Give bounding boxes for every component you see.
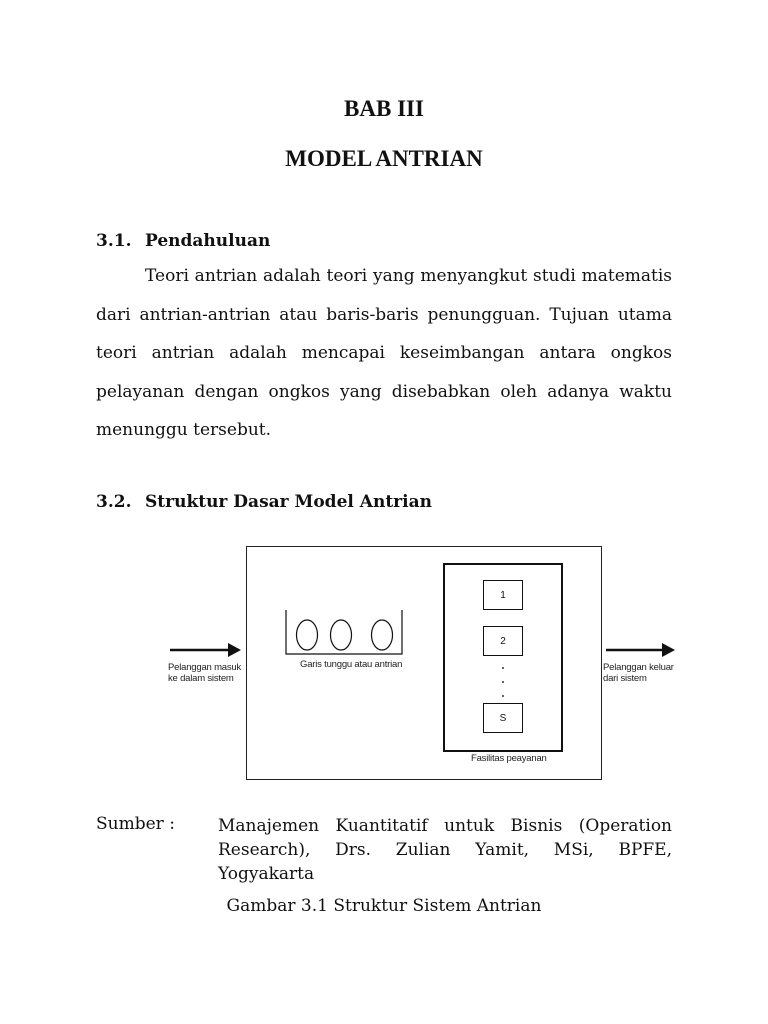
section-title: Struktur Dasar Model Antrian (145, 492, 432, 512)
source-label: Sumber : (96, 814, 175, 834)
section-number: 3.1. (96, 231, 132, 251)
server-s: S (483, 703, 523, 733)
input-arrow-icon (168, 640, 244, 660)
queue-line-icon (284, 608, 404, 658)
customer-icon (297, 620, 318, 650)
server-1: 1 (483, 580, 523, 610)
chapter-title: MODEL ANTRIAN (285, 146, 483, 171)
intro-paragraph: Teori antrian adalah teori yang menyangkut studi matematis dari antrian-antrian atau baris-baris penungguan. Tujuan utama teori antrian adalah mencapai keseimbangan antara ongkos pelayanan dengan ongkos yang disebabkan oleh adanya waktu menunggu tersebut. (96, 266, 672, 440)
queue-label: Garis tunggu atau antrian (300, 659, 403, 670)
section-number: 3.2. (96, 492, 132, 512)
chapter-number: BAB III (344, 96, 424, 121)
ellipsis-dot (502, 695, 504, 697)
section-heading-3-1 (96, 231, 270, 251)
customer-icon (331, 620, 352, 650)
input-label: Pelanggan masuk ke dalam sistem (168, 662, 242, 684)
output-arrow-icon (602, 640, 678, 660)
section-title: Pendahuluan (145, 231, 271, 251)
source-text: Manajemen Kuantitatif untuk Bisnis (Operation Research), Drs. Zulian Yamit, MSi, BPFE, Yogyakarta (218, 816, 672, 884)
server-2: 2 (483, 626, 523, 656)
customer-icon (372, 620, 393, 650)
figure-caption: Gambar 3.1 Struktur Sistem Antrian (226, 896, 542, 916)
output-label: Pelanggan keluar dari sistem (603, 662, 674, 684)
ellipsis-dot (502, 667, 504, 669)
ellipsis-dot (502, 681, 504, 683)
facility-label: Fasilitas peayanan (471, 753, 547, 764)
section-heading-3-2 (96, 492, 432, 512)
